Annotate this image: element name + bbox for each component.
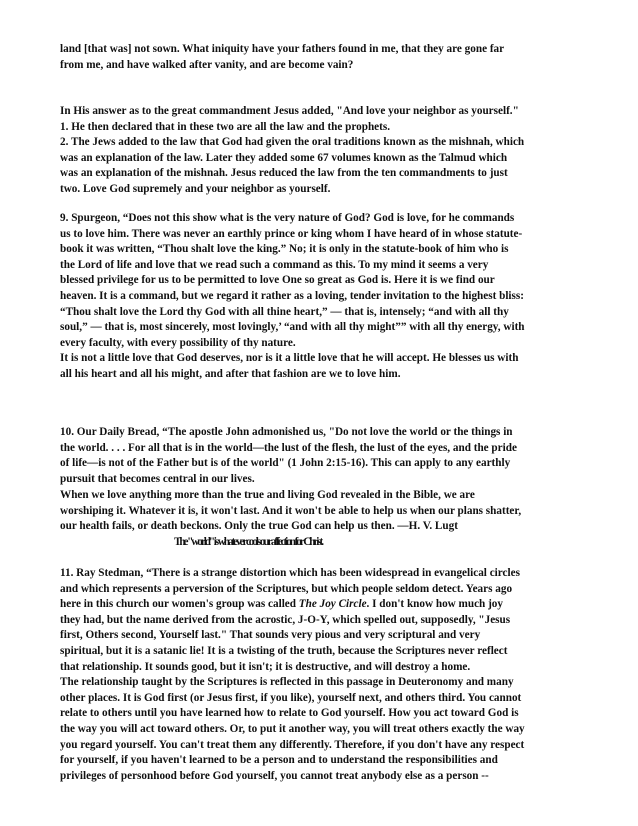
- text-line: 9. Spurgeon, “Does not this show what is the very nature of God? God is love, for he commands: [60, 212, 515, 224]
- text-line: It is not a little love that God deserves, nor is it a little love that he will accept. He blesses us with: [60, 352, 519, 365]
- text-line: every faculty, with every possibility of thy nature.: [60, 336, 296, 349]
- joy-circle-title: The Joy Circle: [298, 598, 367, 611]
- text-line: [60, 597, 580, 613]
- text-line: pursuit that becomes central in our lives.: [60, 472, 255, 485]
- text-line: The relationship taught by the Scriptures is reflected in this passage in Deuteronomy and many: [60, 676, 514, 689]
- text-line: the way you will act toward others. Or, to put it another way, you will treat others exactly the way: [60, 722, 525, 735]
- text-line: heaven. It is a command, but we regard it rather as a loving, tender invitation to the highest bliss:: [60, 289, 524, 302]
- world-quote: The "world" is whatever cools our affection for Christ.: [174, 535, 322, 548]
- text-line: they had, but the name derived from the acrostic, J-O-Y, which spelled out, supposedly, "Jesus: [60, 613, 511, 626]
- text-line: was an explanation of the mishnah. Jesus reduced the law from the ten commandments to just: [60, 167, 508, 180]
- text-line: first, Others second, Yourself last." That sounds very pious and very scriptural and very: [60, 629, 481, 642]
- text-line: 2. The Jews added to the law that God had given the oral traditions known as the mishnah, which: [60, 136, 525, 149]
- text-line: other places. It is God first (or Jesus first, if you like), yourself next, and others third. You cannot: [60, 691, 522, 704]
- text-line: and which represents a perversion of the Scriptures, but which people seldom detect. Years ago: [60, 582, 513, 595]
- text-line: book it was written, “Thou shalt love the king.” No; it is only in the statute-book of him who is: [60, 243, 509, 256]
- text-line: 11. Ray Stedman, “There is a strange distortion which has been widespread in evangelical circles: [60, 567, 520, 579]
- text-line: privileges of personhood before God yourself, you cannot treat anybody else as a person --: [60, 769, 489, 782]
- text-line: the Lord of life and love that we read such a command as this. To my mind it seems a very: [60, 258, 489, 271]
- spurgeon-paragraph: [60, 211, 580, 383]
- text-line: of life—is not of the Father but is of the world" (1 John 2:15-16). This can apply to any earthly: [60, 457, 511, 470]
- text-line: you regard yourself. You can't treat them any differently. Therefore, if you don't have any respect: [60, 738, 525, 751]
- text-line: two. Love God supremely and your neighbor as yourself.: [60, 182, 331, 195]
- text-line: In His answer as to the great commandment Jesus added, "And love your neighbor as yourself.": [60, 105, 519, 117]
- text-line: that relationship. It sounds good, but it isn't; it is destructive, and will destroy a home.: [60, 660, 471, 673]
- text-line: all his heart and all his might, and after that fashion are we to love him.: [60, 367, 401, 380]
- commandment-paragraph: [60, 104, 580, 198]
- text-line: worshiping it. Whatever it is, it won't last. And it won't be able to help us when our plans shatter,: [60, 504, 522, 517]
- text-line: the world. . . . For all that is in the world—the lust of the flesh, the lust of the eyes, and the pride: [60, 441, 517, 454]
- text-line: for yourself, if you haven't learned to be a person and to understand the responsibilities and: [60, 754, 498, 767]
- text-line: was an explanation of the law. Later they added some 67 volumes known as the Talmud which: [60, 151, 508, 164]
- stedman-paragraph: [60, 566, 580, 784]
- text-segment: here in this church our women's group was called: [60, 598, 299, 611]
- text-line: soul,” — that is, most sincerely, most lovingly,’ “and with all thy might”” with all thy energy, with: [60, 321, 525, 334]
- text-line: When we love anything more than the true and living God revealed in the Bible, we are: [60, 489, 475, 501]
- text-line: our health fails, or death beckons. Only the true God can help us then. —H. V. Lugt: [60, 520, 458, 533]
- daily-bread-paragraph: [60, 425, 580, 487]
- text-line: from me, and have walked after vanity, and are become vain?: [60, 58, 354, 71]
- text-line: 10. Our Daily Bread, “The apostle John admonished us, "Do not love the world or the things in: [60, 426, 513, 438]
- text-line: “Thou shalt love the Lord thy God with all thine heart,” — that is, intensely; “and with all thy: [60, 305, 509, 318]
- text-line: land [that was] not sown. What iniquity have your fathers found in me, that they are gone far: [60, 43, 505, 55]
- text-line: us to love him. There was never an earthly prince or king whom I have heard of in whose statute-: [60, 227, 523, 240]
- worship-paragraph: [60, 488, 580, 550]
- text-line: 1. He then declared that in these two are all the law and the prophets.: [60, 120, 391, 133]
- text-line: spiritual, but it is a satanic lie! It is a twisting of the truth, because the Scriptures never reflect: [60, 644, 508, 657]
- intro-paragraph: [60, 42, 580, 73]
- text-segment: . I don't know how much joy: [366, 598, 503, 611]
- text-line: blessed privilege for us to be permitted to love One so great as God is. Here it is we find our: [60, 274, 495, 287]
- text-line: relate to others until you have learned how to relate to God yourself. How you act toward God is: [60, 707, 519, 720]
